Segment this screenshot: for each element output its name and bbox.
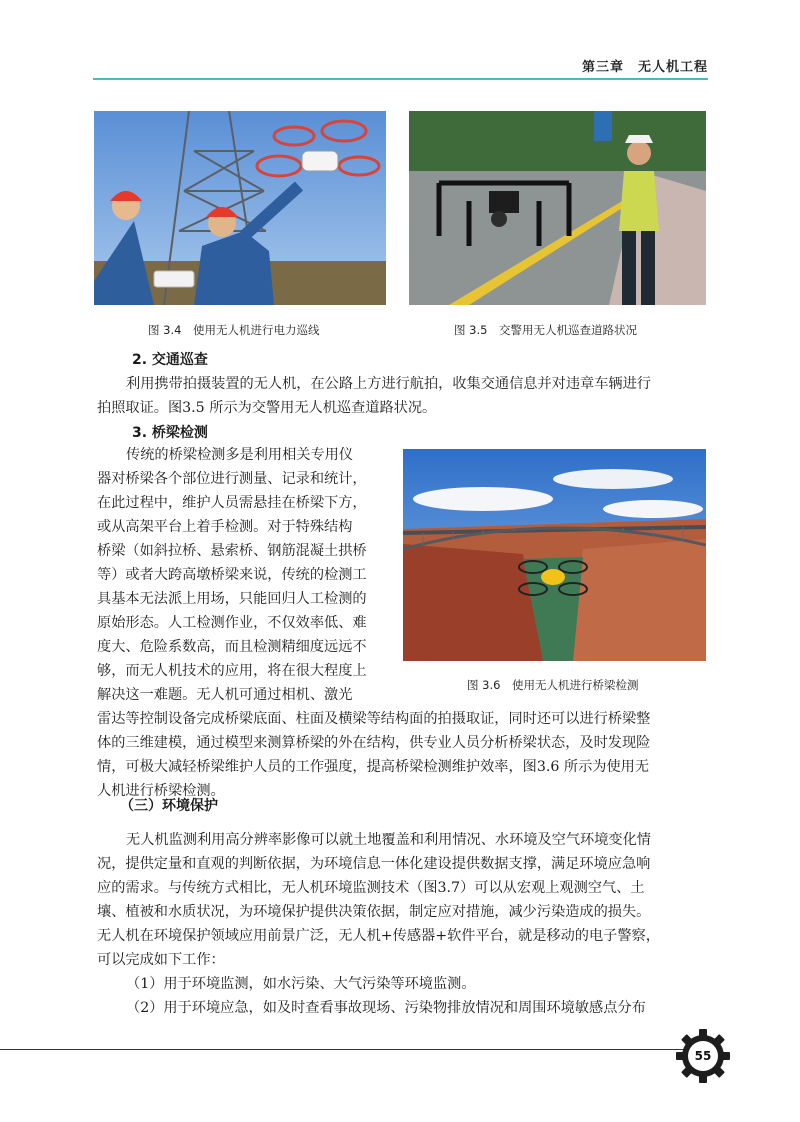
section-traffic-heading: 2. 交通巡查 xyxy=(132,352,208,368)
bridge-text-line: 雷达等控制设备完成桥梁底面、柱面及横梁等结构面的拍摄取证，同时还可以进行桥梁整 xyxy=(97,711,651,727)
env-text-line: 壤、植被和水质状况，为环境保护提供决策依据，制定应对措施，减少污染造成的损失。 xyxy=(97,904,651,920)
bridge-text-line: 器对桥梁各个部位进行测量、记录和统计， xyxy=(97,471,367,487)
env-text-line: 应的需求。与传统方式相比，无人机环境监测技术（图3.7）可以从宏观上观测空气、土 xyxy=(97,880,645,896)
section-env-heading: （三）环境保护 xyxy=(120,798,218,814)
bridge-text-line: 传统的桥梁检测多是利用相关专用仪 xyxy=(126,447,354,463)
bridge-text-line: 具基本无法派上用场，只能回归人工检测的 xyxy=(97,591,367,607)
chapter-header: 第三章 无人机工程 xyxy=(581,60,708,75)
traffic-text-line: 拍照取证。图3.5 所示为交警用无人机巡查道路状况。 xyxy=(97,400,437,416)
env-text-line: 无人机监测利用高分辨率影像可以就土地覆盖和利用情况、水环境及空气环境变化情 xyxy=(126,832,651,848)
env-text-line: 可以完成如下工作： xyxy=(97,952,225,968)
bridge-text-line: 解决这一难题。无人机可通过相机、激光 xyxy=(97,687,353,703)
figure-3-5-photo xyxy=(409,111,706,305)
env-list-item: （2）用于环境应急，如及时查看事故现场、污染物排放情况和周围环境敏感点分布 xyxy=(126,1000,646,1016)
figure-3-5-caption: 图 3.5 交警用无人机巡查道路状况 xyxy=(454,323,637,337)
bridge-text-line: 桥梁（如斜拉桥、悬索桥、钢筋混凝土拱桥 xyxy=(97,543,367,559)
header-divider xyxy=(93,78,708,80)
env-text-line: 况，提供定量和直观的判断依据，为环境信息一体化建设提供数据支撑，满足环境应急响 xyxy=(97,856,651,872)
section-bridge-heading: 3. 桥梁检测 xyxy=(132,425,208,441)
traffic-text-line: 利用携带拍摄装置的无人机，在公路上方进行航拍，收集交通信息并对违章车辆进行 xyxy=(126,376,651,392)
env-list-item: （1）用于环境监测，如水污染、大气污染等环境监测。 xyxy=(126,976,476,992)
bridge-text-line: 体的三维建模，通过模型来测算桥梁的外在结构，供专业人员分析桥梁状态，及时发现险 xyxy=(97,735,651,751)
figure-3-4-photo xyxy=(94,111,386,305)
figure-3-6-photo xyxy=(403,449,706,661)
footer-divider xyxy=(0,1049,700,1050)
bridge-text-line: 原始形态。人工检测作业，不仅效率低、难 xyxy=(97,615,367,631)
bridge-text-line: 等）或者大跨高墩桥梁来说，传统的检测工 xyxy=(97,567,367,583)
bridge-text-line: 在此过程中，维护人员需悬挂在桥梁下方， xyxy=(97,495,367,511)
bridge-text-line: 情，可极大减轻桥梁维护人员的工作强度，提高桥梁检测维护效率，图3.6 所示为使用无 xyxy=(97,759,650,775)
env-text-line: 无人机在环境保护领域应用前景广泛，无人机+传感器+软件平台，就是移动的电子警察， xyxy=(97,928,660,944)
figure-3-4-caption: 图 3.4 使用无人机进行电力巡线 xyxy=(148,323,320,337)
figure-3-6-caption: 图 3.6 使用无人机进行桥梁检测 xyxy=(467,678,639,692)
bridge-text-line: 够，而无人机技术的应用，将在很大程度上 xyxy=(97,663,367,679)
page-number: 55 xyxy=(694,1049,712,1063)
bridge-text-line: 度大、危险系数高，而且检测精细度远远不 xyxy=(97,639,367,655)
bridge-text-line: 人机进行桥梁检测。 xyxy=(97,783,225,799)
bridge-text-line: 或从高架平台上着手检测。对于特殊结构 xyxy=(97,519,353,535)
